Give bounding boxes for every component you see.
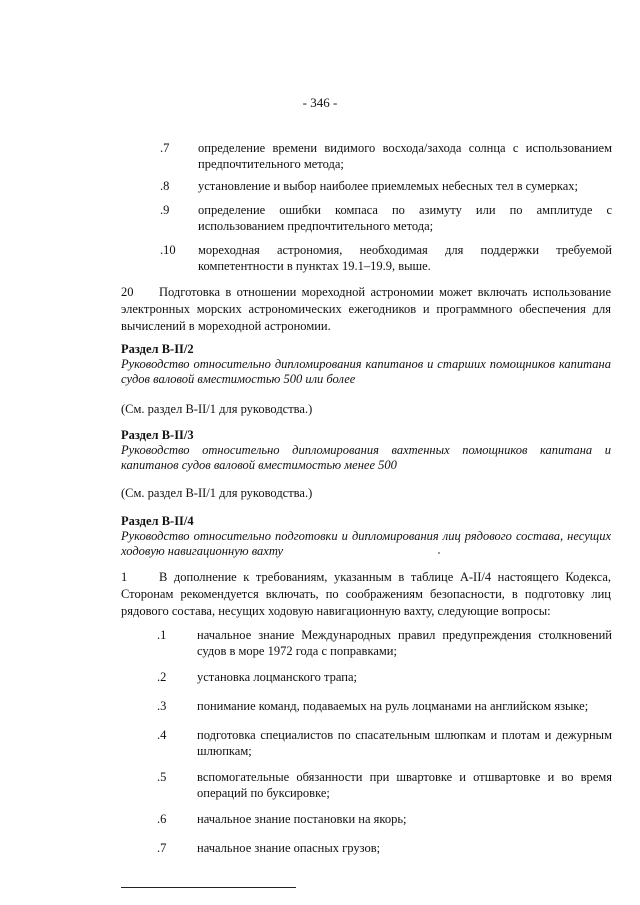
list-item <box>157 811 612 829</box>
footnote-rule <box>121 887 296 888</box>
list-item-text: понимание команд, подаваемых на руль лоцманами на английском языке; <box>197 699 589 713</box>
section-b-ii-4 <box>121 514 611 559</box>
list-item-number: .6 <box>157 812 167 826</box>
list-item-text: начальное знание Международных правил предупреждения столкновений судов в море 1972 года с поправками; <box>197 628 612 658</box>
list-item-number: .4 <box>157 728 167 742</box>
list-item-number: .3 <box>157 699 167 713</box>
list-item <box>160 178 612 196</box>
list-item-number: .7 <box>160 141 170 155</box>
section-note: (См. раздел B-II/1 для руководства.) <box>121 486 313 500</box>
list-item-number: .1 <box>157 628 167 642</box>
list-item-number: .7 <box>157 841 167 855</box>
paragraph-text: Подготовка в отношении мореходной астрономии может включать использование электронных морских астрономических ежегодников и программного обеспечения для вычислений в мореходной астрономии. <box>121 285 611 333</box>
list-item-text: мореходная астрономия, необходимая для поддержки требуемой компетентности в пунктах 19.1–19.9, выше. <box>198 243 612 273</box>
section-heading: Раздел B-II/3 <box>121 428 194 442</box>
paragraph-1 <box>121 569 611 620</box>
list-item-number: .2 <box>157 670 167 684</box>
section-heading: Раздел B-II/2 <box>121 342 194 356</box>
section-b-ii-3 <box>121 428 611 473</box>
list-item-number: .5 <box>157 770 167 784</box>
list-item-text: определение времени видимого восхода/захода солнца с использованием предпочтительного метода; <box>198 141 612 171</box>
section-b-ii-2 <box>121 342 611 387</box>
section-subtitle: Руководство относительно дипломирования вахтенных помощников капитана и капитанов судов валовой вместимостью менее 500 <box>121 443 611 472</box>
paragraph-20 <box>121 284 611 335</box>
list-item <box>160 242 612 276</box>
list-item-number: .8 <box>160 179 170 193</box>
paragraph-number: 20 <box>121 285 134 299</box>
list-item-text: начальное знание постановки на якорь; <box>197 812 407 826</box>
page-number: - 346 - <box>302 95 338 110</box>
paragraph-text: В дополнение к требованиям, указанным в таблице A-II/4 настоящего Кодекса, Сторонам рекомендуется включать, по соображениям безопасности, в подготовку лиц рядового состава, несущих ходовую навигационную вахту, следующие вопросы: <box>121 570 611 618</box>
list-item <box>157 627 612 661</box>
list-item-text: установка лоцманского трапа; <box>197 670 357 684</box>
paragraph-number: 1 <box>121 570 128 584</box>
section-subtitle: Руководство относительно дипломирования капитанов и старших помощников капитана судов валовой вместимостью 500 или более <box>121 357 611 386</box>
list-item <box>160 140 612 174</box>
section-heading: Раздел B-II/4 <box>121 514 194 528</box>
list-item <box>160 202 612 236</box>
list-item <box>157 727 612 761</box>
list-item <box>157 840 612 858</box>
list-item-number: .9 <box>160 203 170 217</box>
list-item <box>157 698 612 716</box>
list-item-text: установление и выбор наиболее приемлемых небесных тел в сумерках; <box>198 179 578 193</box>
list-item <box>157 669 612 687</box>
scan-speck <box>438 552 440 554</box>
list-item-text: начальное знание опасных грузов; <box>197 841 381 855</box>
list-item-text: подготовка специалистов по спасательным шлюпкам и плотам и дежурным шлюпкам; <box>197 728 612 758</box>
list-item <box>157 769 612 803</box>
section-note: (См. раздел B-II/1 для руководства.) <box>121 402 313 416</box>
list-item-text: определение ошибки компаса по азимуту или по амплитуде с использованием предпочтительного метода; <box>198 203 612 233</box>
list-item-text: вспомогательные обязанности при швартовке и отшвартовке и во время операций по буксировке; <box>197 770 612 800</box>
section-subtitle: Руководство относительно подготовки и дипломирования лиц рядового состава, несущих ходовую навигационную вахту <box>121 529 611 558</box>
list-item-number: .10 <box>160 243 176 257</box>
